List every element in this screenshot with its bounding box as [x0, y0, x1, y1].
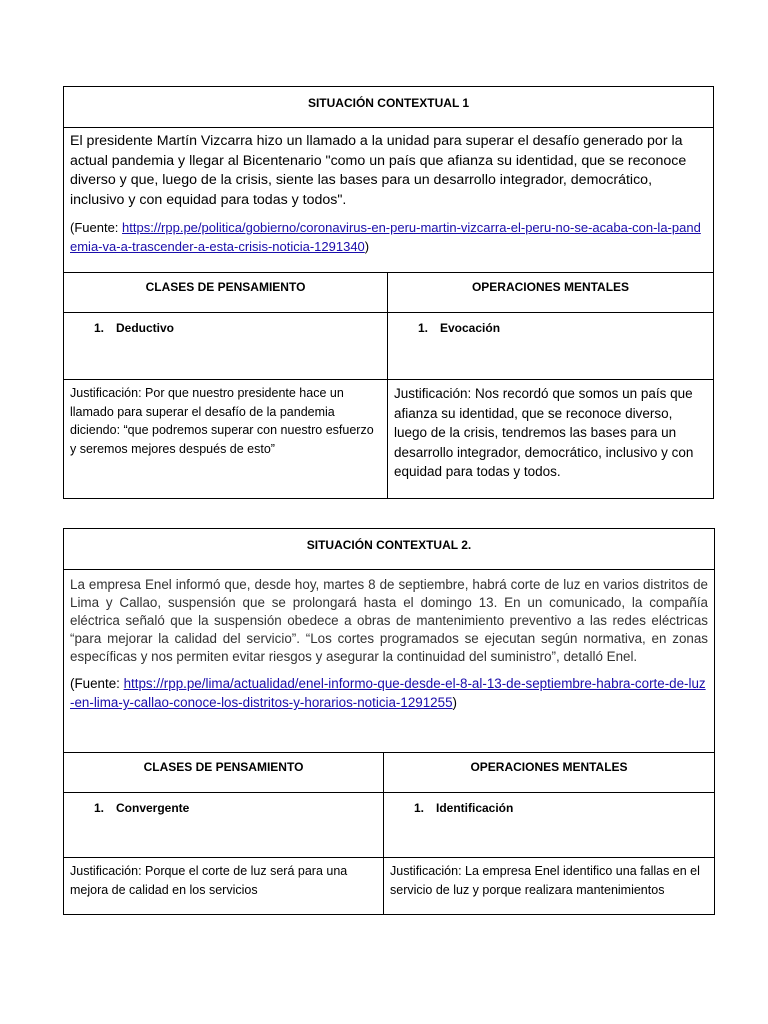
- situation-1-col2-header: [388, 273, 714, 313]
- source-suffix: ): [364, 239, 370, 254]
- situation-1-col2-justification: Justificación: Nos recordó que somos un país que afianza su identidad, que se reconoce diverso, luego de la crisis, tendremos las bases para un desarrollo integrador, democrático, inclusivo y con equidad para todas y todos.: [394, 386, 694, 479]
- list-number: 1.: [94, 801, 105, 815]
- situation-2-col1-item: Convergente: [116, 801, 190, 815]
- source-prefix: (Fuente:: [70, 676, 124, 691]
- situation-2-title-cell: [64, 529, 715, 570]
- situation-2-source-link[interactable]: https://rpp.pe/lima/actualidad/enel-informo-que-desde-el-8-al-13-de-septiembre-habra-corte-de-luz-en-lima-y-callao-conoce-los-distritos-y-horarios-noticia-1291255: [70, 676, 706, 710]
- situation-2-col2-justification: Justificación: La empresa Enel identifico una fallas en el servicio de luz y porque realizara mantenimientos: [390, 864, 700, 897]
- situation-2-source: [70, 674, 708, 712]
- situation-2-col1-header: [64, 753, 384, 793]
- header-label: OPERACIONES MENTALES: [471, 280, 630, 294]
- situation-2-col1-item-cell: [64, 793, 384, 858]
- situation-1-source: [70, 218, 707, 256]
- situation-1-col2-justification-cell: [388, 380, 714, 499]
- situation-2-col1-justification: Justificación: Porque el corte de luz será para una mejora de calidad en los servicios: [70, 864, 348, 897]
- situation-1-col2-item-cell: [388, 313, 714, 380]
- header-label: CLASES DE PENSAMIENTO: [143, 760, 304, 774]
- situation-2-col2-item: Identificación: [436, 801, 514, 815]
- situation-1-body-cell: [64, 128, 714, 273]
- situation-2-col1-justification-cell: [64, 858, 384, 915]
- situation-2-title: SITUACIÓN CONTEXTUAL 2.: [306, 538, 472, 552]
- situation-1-table: [63, 86, 714, 499]
- situation-1-title-cell: [64, 87, 714, 128]
- situation-2-text: La empresa Enel informó que, desde hoy, martes 8 de septiembre, habrá corte de luz en varios distritos de Lima y Callao, suspensión que se prolongará hasta el domingo 13. En un comunicado, la compañía eléctrica señaló que la suspensión obedece a obras de mantenimiento preventivo a las redes eléctricas “para mejorar la calidad del servicio”. “Los cortes programados se ejecutan según normativa, en zonas específicas y nos permiten evitar riesgos y asegurar la continuidad del suministro”, detalló Enel.: [70, 577, 708, 664]
- situation-1-title: SITUACIÓN CONTEXTUAL 1: [307, 96, 470, 110]
- situation-1-col1-item-cell: [64, 313, 388, 380]
- situation-2-body-cell: [64, 570, 715, 753]
- list-number: 1.: [94, 321, 105, 335]
- source-suffix: ): [452, 695, 457, 710]
- list-number: 1.: [414, 801, 425, 815]
- situation-1-col1-header: [64, 273, 388, 313]
- situation-1-source-link[interactable]: https://rpp.pe/politica/gobierno/coronavirus-en-peru-martin-vizcarra-el-peru-no-se-acaba-con-la-pandemia-va-a-trascender-a-esta-crisis-noticia-1291340: [70, 220, 701, 254]
- situation-1-col1-item: Deductivo: [116, 321, 175, 335]
- situation-1-text: El presidente Martín Vizcarra hizo un llamado a la unidad para superar el desafío generado por la actual pandemia y llegar al Bicentenario "como un país que afianza su identidad, que se reconoce diverso y que, luego de la crisis, siente las bases para un desarrollo integrador, democrático, inclusivo y con equidad para todas y todos".: [70, 133, 687, 208]
- header-label: OPERACIONES MENTALES: [470, 760, 628, 774]
- situation-2-col2-justification-cell: [384, 858, 715, 915]
- list-number: 1.: [418, 321, 429, 335]
- source-prefix: (Fuente:: [70, 220, 123, 235]
- situation-2-table: [63, 528, 715, 915]
- header-label: CLASES DE PENSAMIENTO: [145, 280, 306, 294]
- situation-2-col2-item-cell: [384, 793, 715, 858]
- situation-1-col1-justification: Justificación: Por que nuestro presidente hace un llamado para superar el desafío de la pandemia diciendo: “que podremos superar con nuestro esfuerzo y seremos mejores después de esto”: [70, 386, 374, 456]
- situation-1-col1-justification-cell: [64, 380, 388, 499]
- situation-1-col2-item: Evocación: [440, 321, 501, 335]
- situation-2-col2-header: [384, 753, 715, 793]
